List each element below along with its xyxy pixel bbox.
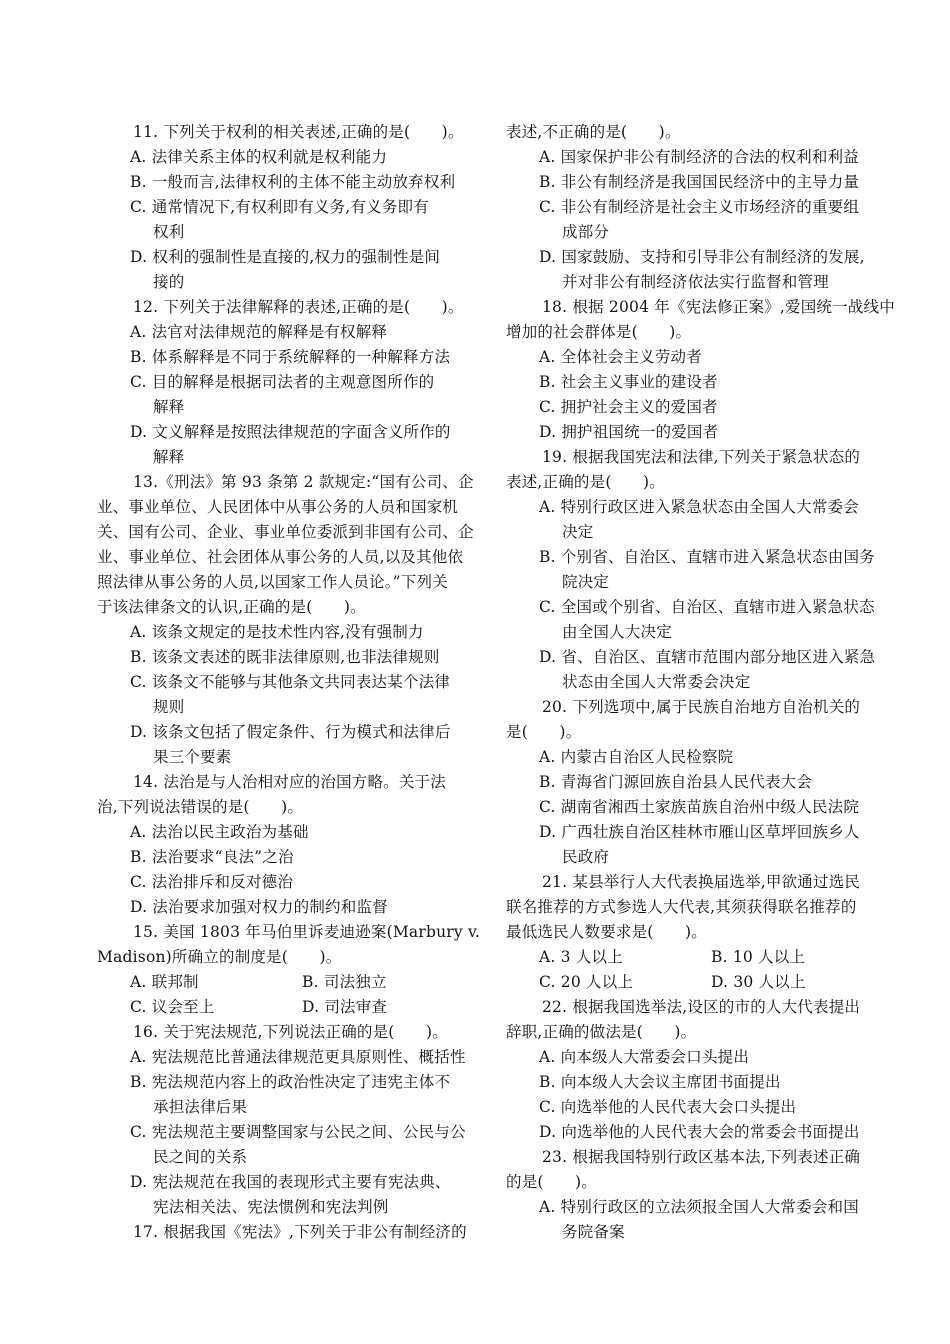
question-line: 17. 根据我国《宪法》,下列关于非公有制经济的 <box>133 1223 467 1241</box>
option-line: A. 该条文规定的是技术性内容,没有强制力 <box>130 623 424 641</box>
option-line: D. 文义解释是按照法律规范的字面含义所作的 <box>130 423 451 441</box>
option-line: D. 法治要求加强对权力的制约和监督 <box>130 898 388 916</box>
option-line: C. 宪法规范主要调整国家与公民之间、公民与公 <box>130 1123 466 1141</box>
option-line: D. 拥护祖国统一的爱国者 <box>539 423 719 441</box>
question-line: 14. 法治是与人治相对应的治国方略。关于法 <box>133 773 446 791</box>
body-line: 业、事业单位、社会团体从事公务的人员,以及其他依 <box>97 548 464 566</box>
body-line: 最低选民人数要求是( )。 <box>506 923 707 941</box>
option-line: A. 全体社会主义劳动者 <box>539 348 702 366</box>
option-line: D. 国家鼓励、支持和引导非公有制经济的发展, <box>539 248 865 266</box>
option-continuation-line: 果三个要素 <box>153 748 232 766</box>
option-continuation-line: 决定 <box>562 523 594 541</box>
option-line: B. 非公有制经济是我国国民经济中的主导力量 <box>539 173 860 191</box>
option-continuation-line: 权利 <box>153 223 185 241</box>
question-line: 16. 关于宪法规范,下列说法正确的是( )。 <box>133 1023 448 1041</box>
body-line: 照法律从事公务的人员,以国家工作人员论。”下列关 <box>97 573 448 591</box>
option-continuation-line: 民之间的关系 <box>153 1148 248 1166</box>
option-line: B. 体系解释是不同于系统解释的一种解释方法 <box>130 348 451 366</box>
option-line: C. 目的解释是根据司法者的主观意图所作的 <box>130 373 435 391</box>
left-option-pair <box>97 995 477 1020</box>
option-line: B. 青海省门源回族自治县人民代表大会 <box>539 773 813 791</box>
option-line: B. 该条文表述的既非法律原则,也非法律规则 <box>130 648 440 666</box>
option-line: A. 特别行政区进入紧急状态由全国人大常委会 <box>539 498 859 516</box>
option-line: A. 特别行政区的立法须报全国人大常委会和国 <box>539 1198 859 1216</box>
option-line: A. 向本级人大常委会口头提出 <box>539 1048 750 1066</box>
option-line: C. 湖南省湘西土家族苗族自治州中级人民法院 <box>539 798 860 816</box>
option-line: D. 该条文包括了假定条件、行为模式和法律后 <box>130 723 451 741</box>
option-continuation-line: 接的 <box>153 273 185 291</box>
body-line: 表述,正确的是( )。 <box>506 473 665 491</box>
option-text: C. 20 人以上 <box>539 973 634 991</box>
option-line: A. 内蒙古自治区人民检察院 <box>539 748 734 766</box>
body-line: 于该法律条文的认识,正确的是( )。 <box>97 598 366 616</box>
question-line: 20. 下列选项中,属于民族自治地方自治机关的 <box>542 698 861 716</box>
left-column <box>97 120 481 1245</box>
option-line: B. 向本级人大会议主席团书面提出 <box>539 1073 781 1091</box>
option-line: A. 宪法规范比普通法律规范更具原则性、概括性 <box>130 1048 466 1066</box>
question-line: 19. 根据我国宪法和法律,下列关于紧急状态的 <box>542 448 861 466</box>
option-continuation-line: 状态由全国人大常委会决定 <box>562 673 751 691</box>
option-line: C. 全国或个别省、自治区、直辖市进入紧急状态 <box>539 598 875 616</box>
option-continuation-line: 并对非公有制经济依法实行监督和管理 <box>562 273 829 291</box>
question-line: 15. 美国 1803 年马伯里诉麦迪逊案(Marbury v. <box>133 923 481 941</box>
option-text: A. 联邦制 <box>130 973 199 991</box>
option-line: C. 法治排斥和反对德治 <box>130 873 294 891</box>
option-line: D. 省、自治区、直辖市范围内部分地区进入紧急 <box>539 648 876 666</box>
option-continuation-line: 由全国人大决定 <box>562 623 672 641</box>
option-continuation-line: 宪法相关法、宪法惯例和宪法判例 <box>153 1198 389 1216</box>
right-column <box>506 120 895 1245</box>
question-line: 13.《刑法》第 93 条第 2 款规定:“国有公司、企 <box>133 473 474 491</box>
option-line: B. 社会主义事业的建设者 <box>539 373 718 391</box>
body-line: 关、国有公司、企业、事业单位委派到非国有公司、企 <box>97 523 474 541</box>
right-option-pair <box>506 970 886 995</box>
option-continuation-line: 解释 <box>153 398 185 416</box>
option-continuation-line: 规则 <box>153 698 185 716</box>
body-line: 治,下列说法错误的是( )。 <box>97 798 304 816</box>
option-line: D. 宪法规范在我国的表现形式主要有宪法典、 <box>130 1173 451 1191</box>
option-continuation-line: 务院备案 <box>562 1223 625 1241</box>
option-line: D. 向选举他的人民代表大会的常委会书面提出 <box>539 1123 860 1141</box>
option-continuation-line: 解释 <box>153 448 185 466</box>
option-text: A. 3 人以上 <box>539 948 623 966</box>
body-line: 表述,不正确的是( )。 <box>506 123 681 141</box>
option-line: C. 向选举他的人民代表大会口头提出 <box>539 1098 797 1116</box>
option-continuation-line: 承担法律后果 <box>153 1098 248 1116</box>
body-line: 的是( )。 <box>506 1173 597 1191</box>
option-text: D. 司法审查 <box>302 998 388 1016</box>
question-line: 21. 某县举行人大代表换届选举,甲欲通过选民 <box>542 873 861 891</box>
body-line: 是( )。 <box>506 723 582 741</box>
question-line: 23. 根据我国特别行政区基本法,下列表述正确 <box>542 1148 861 1166</box>
option-line: A. 国家保护非公有制经济的合法的权利和利益 <box>539 148 859 166</box>
option-line: C. 拥护社会主义的爱国者 <box>539 398 718 416</box>
option-line: C. 非公有制经济是社会主义市场经济的重要组 <box>539 198 860 216</box>
option-line: C. 该条文不能够与其他条文共同表达某个法律 <box>130 673 451 691</box>
option-text: B. 10 人以上 <box>711 948 806 966</box>
body-line: Madison)所确立的制度是( )。 <box>97 948 342 966</box>
option-line: D. 广西壮族自治区桂林市雁山区草坪回族乡人 <box>539 823 860 841</box>
question-line: 22. 根据我国选举法,设区的市的人大代表提出 <box>542 998 861 1016</box>
left-option-pair <box>97 970 477 995</box>
option-line: B. 法治要求“良法”之治 <box>130 848 294 866</box>
right-option-pair <box>506 945 886 970</box>
option-continuation-line: 民政府 <box>562 848 610 866</box>
body-line: 增加的社会群体是( )。 <box>506 323 692 341</box>
body-line: 辞职,正确的做法是( )。 <box>506 1023 697 1041</box>
body-line: 业、事业单位、人民团体中从事公务的人员和国家机 <box>97 498 459 516</box>
option-text: C. 议会至上 <box>130 998 215 1016</box>
option-continuation-line: 院决定 <box>562 573 610 591</box>
option-line: C. 通常情况下,有权利即有义务,有义务即有 <box>130 198 429 216</box>
option-line: B. 宪法规范内容上的政治性决定了违宪主体不 <box>130 1073 451 1091</box>
option-line: A. 法律关系主体的权利就是权利能力 <box>130 148 388 166</box>
option-continuation-line: 成部分 <box>562 223 610 241</box>
question-line: 11. 下列关于权利的相关表述,正确的是( )。 <box>133 123 464 141</box>
option-line: D. 权利的强制性是直接的,权力的强制性是间 <box>130 248 441 266</box>
question-line: 12. 下列关于法律解释的表述,正确的是( )。 <box>133 298 464 316</box>
option-line: A. 法治以民主政治为基础 <box>130 823 309 841</box>
option-text: B. 司法独立 <box>302 973 387 991</box>
body-line: 联名推荐的方式参选人大代表,其须获得联名推荐的 <box>506 898 857 916</box>
option-line: B. 个别省、自治区、直辖市进入紧急状态由国务 <box>539 548 875 566</box>
option-line: B. 一般而言,法律权利的主体不能主动放弃权利 <box>130 173 456 191</box>
option-line: A. 法官对法律规范的解释是有权解释 <box>130 323 388 341</box>
question-line: 18. 根据 2004 年《宪法修正案》,爱国统一战线中 <box>542 298 895 316</box>
option-text: D. 30 人以上 <box>711 973 806 991</box>
